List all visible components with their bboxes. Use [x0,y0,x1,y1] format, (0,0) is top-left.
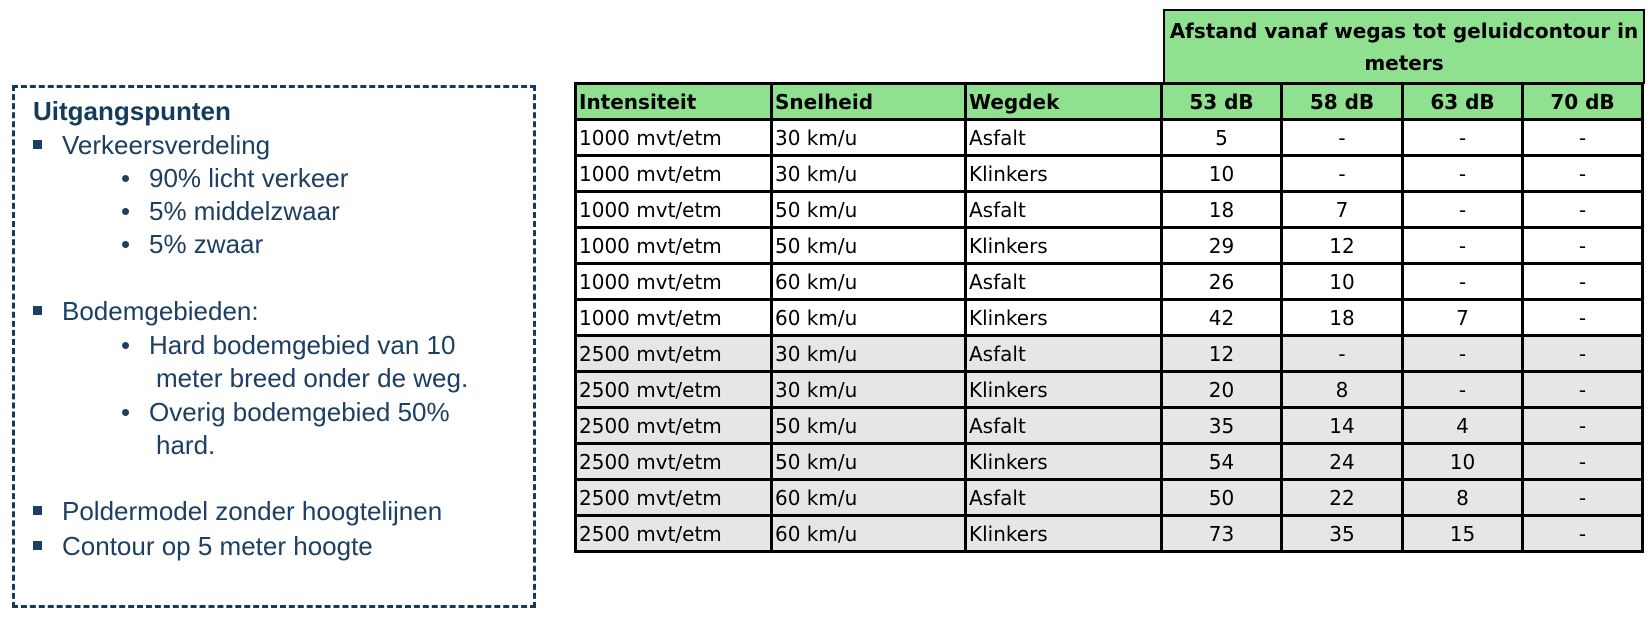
table-cell: 8 [1403,480,1523,516]
table-row [576,264,1643,300]
table-cell: 8 [1282,372,1403,408]
table-cell: 30 km/u [772,372,966,408]
table-cell: 18 [1282,300,1403,336]
table-cell: Asfalt [966,120,1162,156]
table-cell: 4 [1403,408,1523,444]
table-cell: - [1403,228,1523,264]
sub-bullet-continuation: hard. [156,430,216,460]
table-cell: - [1523,336,1643,372]
table-cell: 60 km/u [772,480,966,516]
table-cell: 12 [1282,228,1403,264]
square-bullet-icon [33,140,42,149]
table-cell: Klinkers [966,228,1162,264]
dot-bullet-icon: • [121,330,131,360]
dot-bullet-icon: • [121,196,131,226]
sub-bullet: • 5% middelzwaar [121,196,340,226]
table-cell: 2500 mvt/etm [576,516,772,552]
table-cell: 1000 mvt/etm [576,300,772,336]
header-wegdek: Wegdek [966,84,1162,120]
table-cell: - [1403,336,1523,372]
bullet-contour: Contour op 5 meter hoogte [33,531,373,562]
square-bullet-icon [33,541,42,550]
table-cell: Asfalt [966,408,1162,444]
table-cell: 24 [1282,444,1403,480]
table-cell: 1000 mvt/etm [576,228,772,264]
table-cell: 10 [1162,156,1282,192]
sub-bullet: • Hard bodemgebied van 10 [121,330,456,360]
table-cell: - [1523,408,1643,444]
table-cell: 30 km/u [772,336,966,372]
table-cell: 30 km/u [772,156,966,192]
table-cell: Klinkers [966,156,1162,192]
table-row [576,156,1643,192]
contour-table [574,82,1644,553]
table-cell: 10 [1403,444,1523,480]
table-cell: 1000 mvt/etm [576,120,772,156]
table-row [576,516,1643,552]
table-cell: 1000 mvt/etm [576,192,772,228]
dot-bullet-icon: • [121,397,131,427]
table-cell: - [1282,120,1403,156]
table-cell: - [1523,228,1643,264]
table-cell: - [1403,120,1523,156]
table-cell: 18 [1162,192,1282,228]
table-cell: 7 [1282,192,1403,228]
table-cell: 20 [1162,372,1282,408]
table-cell: Asfalt [966,480,1162,516]
sub-bullet: • 90% licht verkeer [121,163,349,193]
table-row [576,192,1643,228]
table-cell: 42 [1162,300,1282,336]
table-cell: Klinkers [966,444,1162,480]
header-70db: 70 dB [1523,84,1643,120]
table-cell: - [1282,156,1403,192]
table-cell: 7 [1403,300,1523,336]
dot-bullet-icon: • [121,229,131,259]
header-intensiteit: Intensiteit [576,84,772,120]
table-row [576,444,1643,480]
header-58db: 58 dB [1282,84,1403,120]
table-cell: 60 km/u [772,516,966,552]
table-row [576,372,1643,408]
table-cell: - [1523,516,1643,552]
table-cell: 2500 mvt/etm [576,480,772,516]
table-row [576,336,1643,372]
bullet-poldermodel: Poldermodel zonder hoogtelijnen [33,496,442,527]
table-cell: Klinkers [966,300,1162,336]
table-cell: 60 km/u [772,264,966,300]
table-cell: 2500 mvt/etm [576,336,772,372]
table-cell: Klinkers [966,372,1162,408]
table-cell: - [1403,156,1523,192]
table-cell: - [1523,156,1643,192]
table-cell: 15 [1403,516,1523,552]
table-row [576,300,1643,336]
table-cell: - [1523,480,1643,516]
header-63db: 63 dB [1403,84,1523,120]
table-cell: 50 km/u [772,192,966,228]
table-header-row [576,84,1643,120]
table-cell: - [1403,192,1523,228]
table-cell: Asfalt [966,336,1162,372]
table-cell: 30 km/u [772,120,966,156]
table-cell: - [1523,192,1643,228]
table-cell: 10 [1282,264,1403,300]
square-bullet-icon [33,306,42,315]
table-cell: 50 [1162,480,1282,516]
table-cell: - [1523,120,1643,156]
table-cell: 2500 mvt/etm [576,408,772,444]
uitgangspunten-box [12,85,536,608]
table-cell: 29 [1162,228,1282,264]
table-row [576,120,1643,156]
table-cell: 14 [1282,408,1403,444]
table-cell: 1000 mvt/etm [576,264,772,300]
table-body [576,120,1643,552]
table-cell: Asfalt [966,192,1162,228]
table-cell: 26 [1162,264,1282,300]
table-row [576,408,1643,444]
square-bullet-icon [33,506,42,515]
table-cell: 1000 mvt/etm [576,156,772,192]
table-row [576,228,1643,264]
table-cell: - [1282,336,1403,372]
table-cell: - [1403,372,1523,408]
table-cell: 60 km/u [772,300,966,336]
table-cell: 2500 mvt/etm [576,372,772,408]
table-cell: 2500 mvt/etm [576,444,772,480]
table-cell: - [1523,300,1643,336]
table-cell: - [1523,444,1643,480]
group-header-afstand: Afstand vanaf wegas tot geluidcontour in meters [1163,9,1645,84]
bullet-bodemgebieden: Bodemgebieden: [33,296,259,327]
table-cell: 54 [1162,444,1282,480]
sub-bullet: • Overig bodemgebied 50% [121,397,450,427]
table-cell: 50 km/u [772,408,966,444]
sub-bullet: • 5% zwaar [121,229,264,259]
dot-bullet-icon: • [121,163,131,193]
table-row [576,480,1643,516]
uitgangspunten-title: Uitgangspunten [33,96,231,126]
table-cell: 50 km/u [772,228,966,264]
header-53db: 53 dB [1162,84,1282,120]
table-cell: 35 [1282,516,1403,552]
table-cell: 5 [1162,120,1282,156]
header-snelheid: Snelheid [772,84,966,120]
table-cell: 73 [1162,516,1282,552]
table-cell: 12 [1162,336,1282,372]
table-cell: - [1523,372,1643,408]
table-cell: 50 km/u [772,444,966,480]
bullet-verkeersverdeling: Verkeersverdeling [33,130,270,161]
table-cell: Asfalt [966,264,1162,300]
sub-bullet-continuation: meter breed onder de weg. [156,363,469,393]
table-cell: - [1403,264,1523,300]
table-cell: Klinkers [966,516,1162,552]
table-cell: - [1523,264,1643,300]
table-cell: 22 [1282,480,1403,516]
table-cell: 35 [1162,408,1282,444]
